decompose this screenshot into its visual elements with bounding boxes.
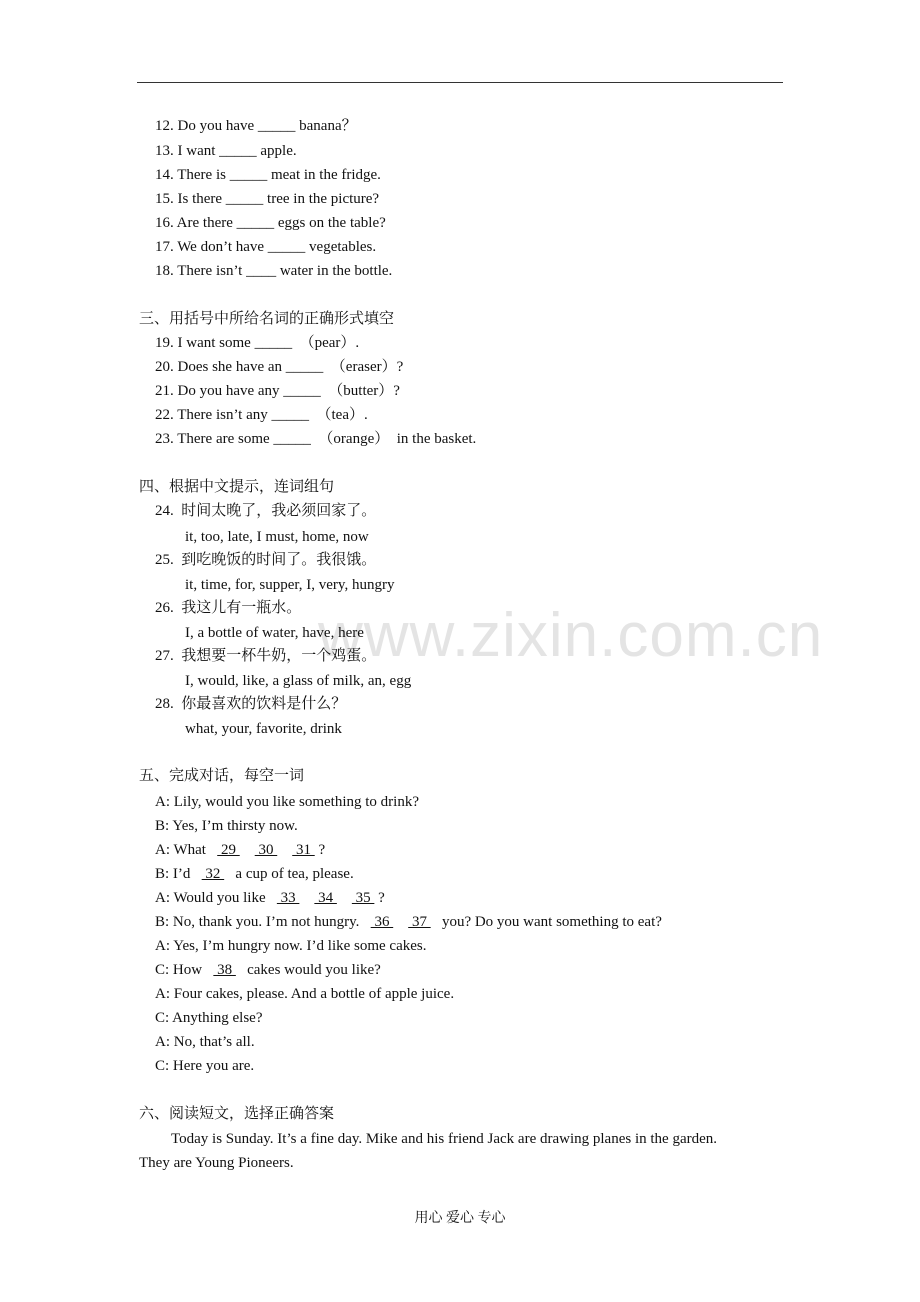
answer-blank-30: 30 bbox=[254, 842, 278, 858]
dialog-text bbox=[397, 914, 405, 930]
exercise-line: 六、阅读短文，选择正确答案 bbox=[139, 1106, 335, 1122]
page-footer: 用心 爱心 专心 bbox=[414, 1211, 506, 1226]
dialog-text: A: What bbox=[155, 842, 214, 858]
dialog-text bbox=[243, 842, 251, 858]
exercise-line: 三、用括号中所给名词的正确形式填空 bbox=[139, 311, 395, 327]
dialog-line: A: Yes, I’m hungry now. I’d like some cakes. bbox=[155, 938, 427, 954]
watermark: www.zixin.com.cn bbox=[318, 601, 824, 670]
exercise-line: 25. 到吃晚饭的时间了。我很饿。 bbox=[155, 552, 377, 568]
exercise-line: what, your, favorite, drink bbox=[185, 721, 342, 737]
exercise-line: B: Yes, I’m thirsty now. bbox=[155, 818, 298, 834]
reading-paragraph-line-2: They are Young Pioneers. bbox=[139, 1155, 294, 1171]
exercise-line: 21. Do you have any _____ （butter）? bbox=[155, 383, 400, 399]
answer-blank-38: 38 bbox=[213, 962, 236, 978]
exercise-line: C: Here you are. bbox=[155, 1058, 255, 1074]
exercise-line: 20. Does she have an _____ （eraser）? bbox=[155, 359, 404, 375]
dialog-text: cakes would you like? bbox=[239, 962, 381, 978]
dialog-text: ? bbox=[378, 890, 385, 906]
dialog-text: a cup of tea, please. bbox=[227, 866, 354, 882]
exercise-line: 五、完成对话，每空一词 bbox=[139, 768, 305, 784]
dialog-line bbox=[155, 960, 381, 980]
exercise-line: A: Four cakes, please. And a bottle of apple juice. bbox=[155, 986, 455, 1002]
exercise-line: 四、根据中文提示，连词组句 bbox=[139, 479, 335, 495]
dialog-line bbox=[155, 864, 354, 884]
exercise-line: 22. There isn’t any _____ （tea）. bbox=[155, 407, 368, 423]
exercise-line: 19. I want some _____ （pear）. bbox=[155, 335, 360, 351]
exercise-line: A: No, that’s all. bbox=[155, 1034, 255, 1050]
exercise-line: 15. Is there _____ tree in the picture? bbox=[155, 191, 380, 207]
exercise-line: 12. Do you have _____ banana？ bbox=[155, 118, 357, 134]
dialog-text bbox=[341, 890, 349, 906]
exercise-line: 17. We don’t have _____ vegetables. bbox=[155, 239, 377, 255]
answer-blank-29: 29 bbox=[217, 842, 240, 858]
header-rule bbox=[137, 82, 783, 83]
dialog-text: B: No, thank you. I’m not hungry. bbox=[155, 914, 367, 930]
dialog-text: ? bbox=[318, 842, 326, 858]
dialog-line bbox=[155, 888, 385, 908]
dialog-text: B: I’d bbox=[155, 866, 198, 882]
exercise-line: 27. 我想要一杯牛奶，一个鸡蛋。 bbox=[155, 648, 377, 664]
exercise-line: 28. 你最喜欢的饮料是什么？ bbox=[155, 696, 347, 712]
dialog-text: you? Do you want something to eat? bbox=[434, 914, 662, 930]
exercise-line: 26. 我这儿有一瓶水。 bbox=[155, 600, 302, 616]
reading-paragraph-line-1: Today is Sunday. It’s a fine day. Mike and his friend Jack are drawing planes in the garden. bbox=[171, 1131, 718, 1147]
dialog-text bbox=[303, 890, 311, 906]
exercise-line: C: Anything else? bbox=[155, 1010, 263, 1026]
exercise-line: 13. I want _____ apple. bbox=[155, 143, 297, 159]
exercise-line: 18. There isn’t ____ water in the bottle. bbox=[155, 263, 393, 279]
answer-blank-36: 36 bbox=[370, 914, 394, 930]
exercise-line: I, would, like, a glass of milk, an, egg bbox=[185, 673, 412, 689]
dialog-text bbox=[281, 842, 289, 858]
exercise-line: 16. Are there _____ eggs on the table? bbox=[155, 215, 386, 231]
exercise-line: I, a bottle of water, have, here bbox=[185, 625, 364, 641]
exercise-line: A: Lily, would you like something to drink? bbox=[155, 794, 420, 810]
dialog-text: A: Would you like bbox=[155, 890, 274, 906]
answer-blank-35: 35 bbox=[351, 890, 375, 906]
answer-blank-34: 34 bbox=[314, 890, 337, 906]
exercise-line: 14. There is _____ meat in the fridge. bbox=[155, 167, 381, 183]
dialog-text: C: How bbox=[155, 962, 210, 978]
exercise-line: it, time, for, supper, I, very, hungry bbox=[185, 577, 395, 593]
answer-blank-32: 32 bbox=[201, 866, 225, 882]
exercise-line: it, too, late, I must, home, now bbox=[185, 529, 369, 545]
dialog-line bbox=[155, 840, 325, 860]
exercise-line: 24. 时间太晚了，我必须回家了。 bbox=[155, 503, 377, 519]
dialog-line bbox=[155, 912, 662, 932]
answer-blank-31: 31 bbox=[292, 842, 315, 858]
exercise-line: 23. There are some _____ （orange） in the basket. bbox=[155, 431, 477, 447]
answer-blank-37: 37 bbox=[408, 914, 431, 930]
answer-blank-33: 33 bbox=[276, 890, 300, 906]
